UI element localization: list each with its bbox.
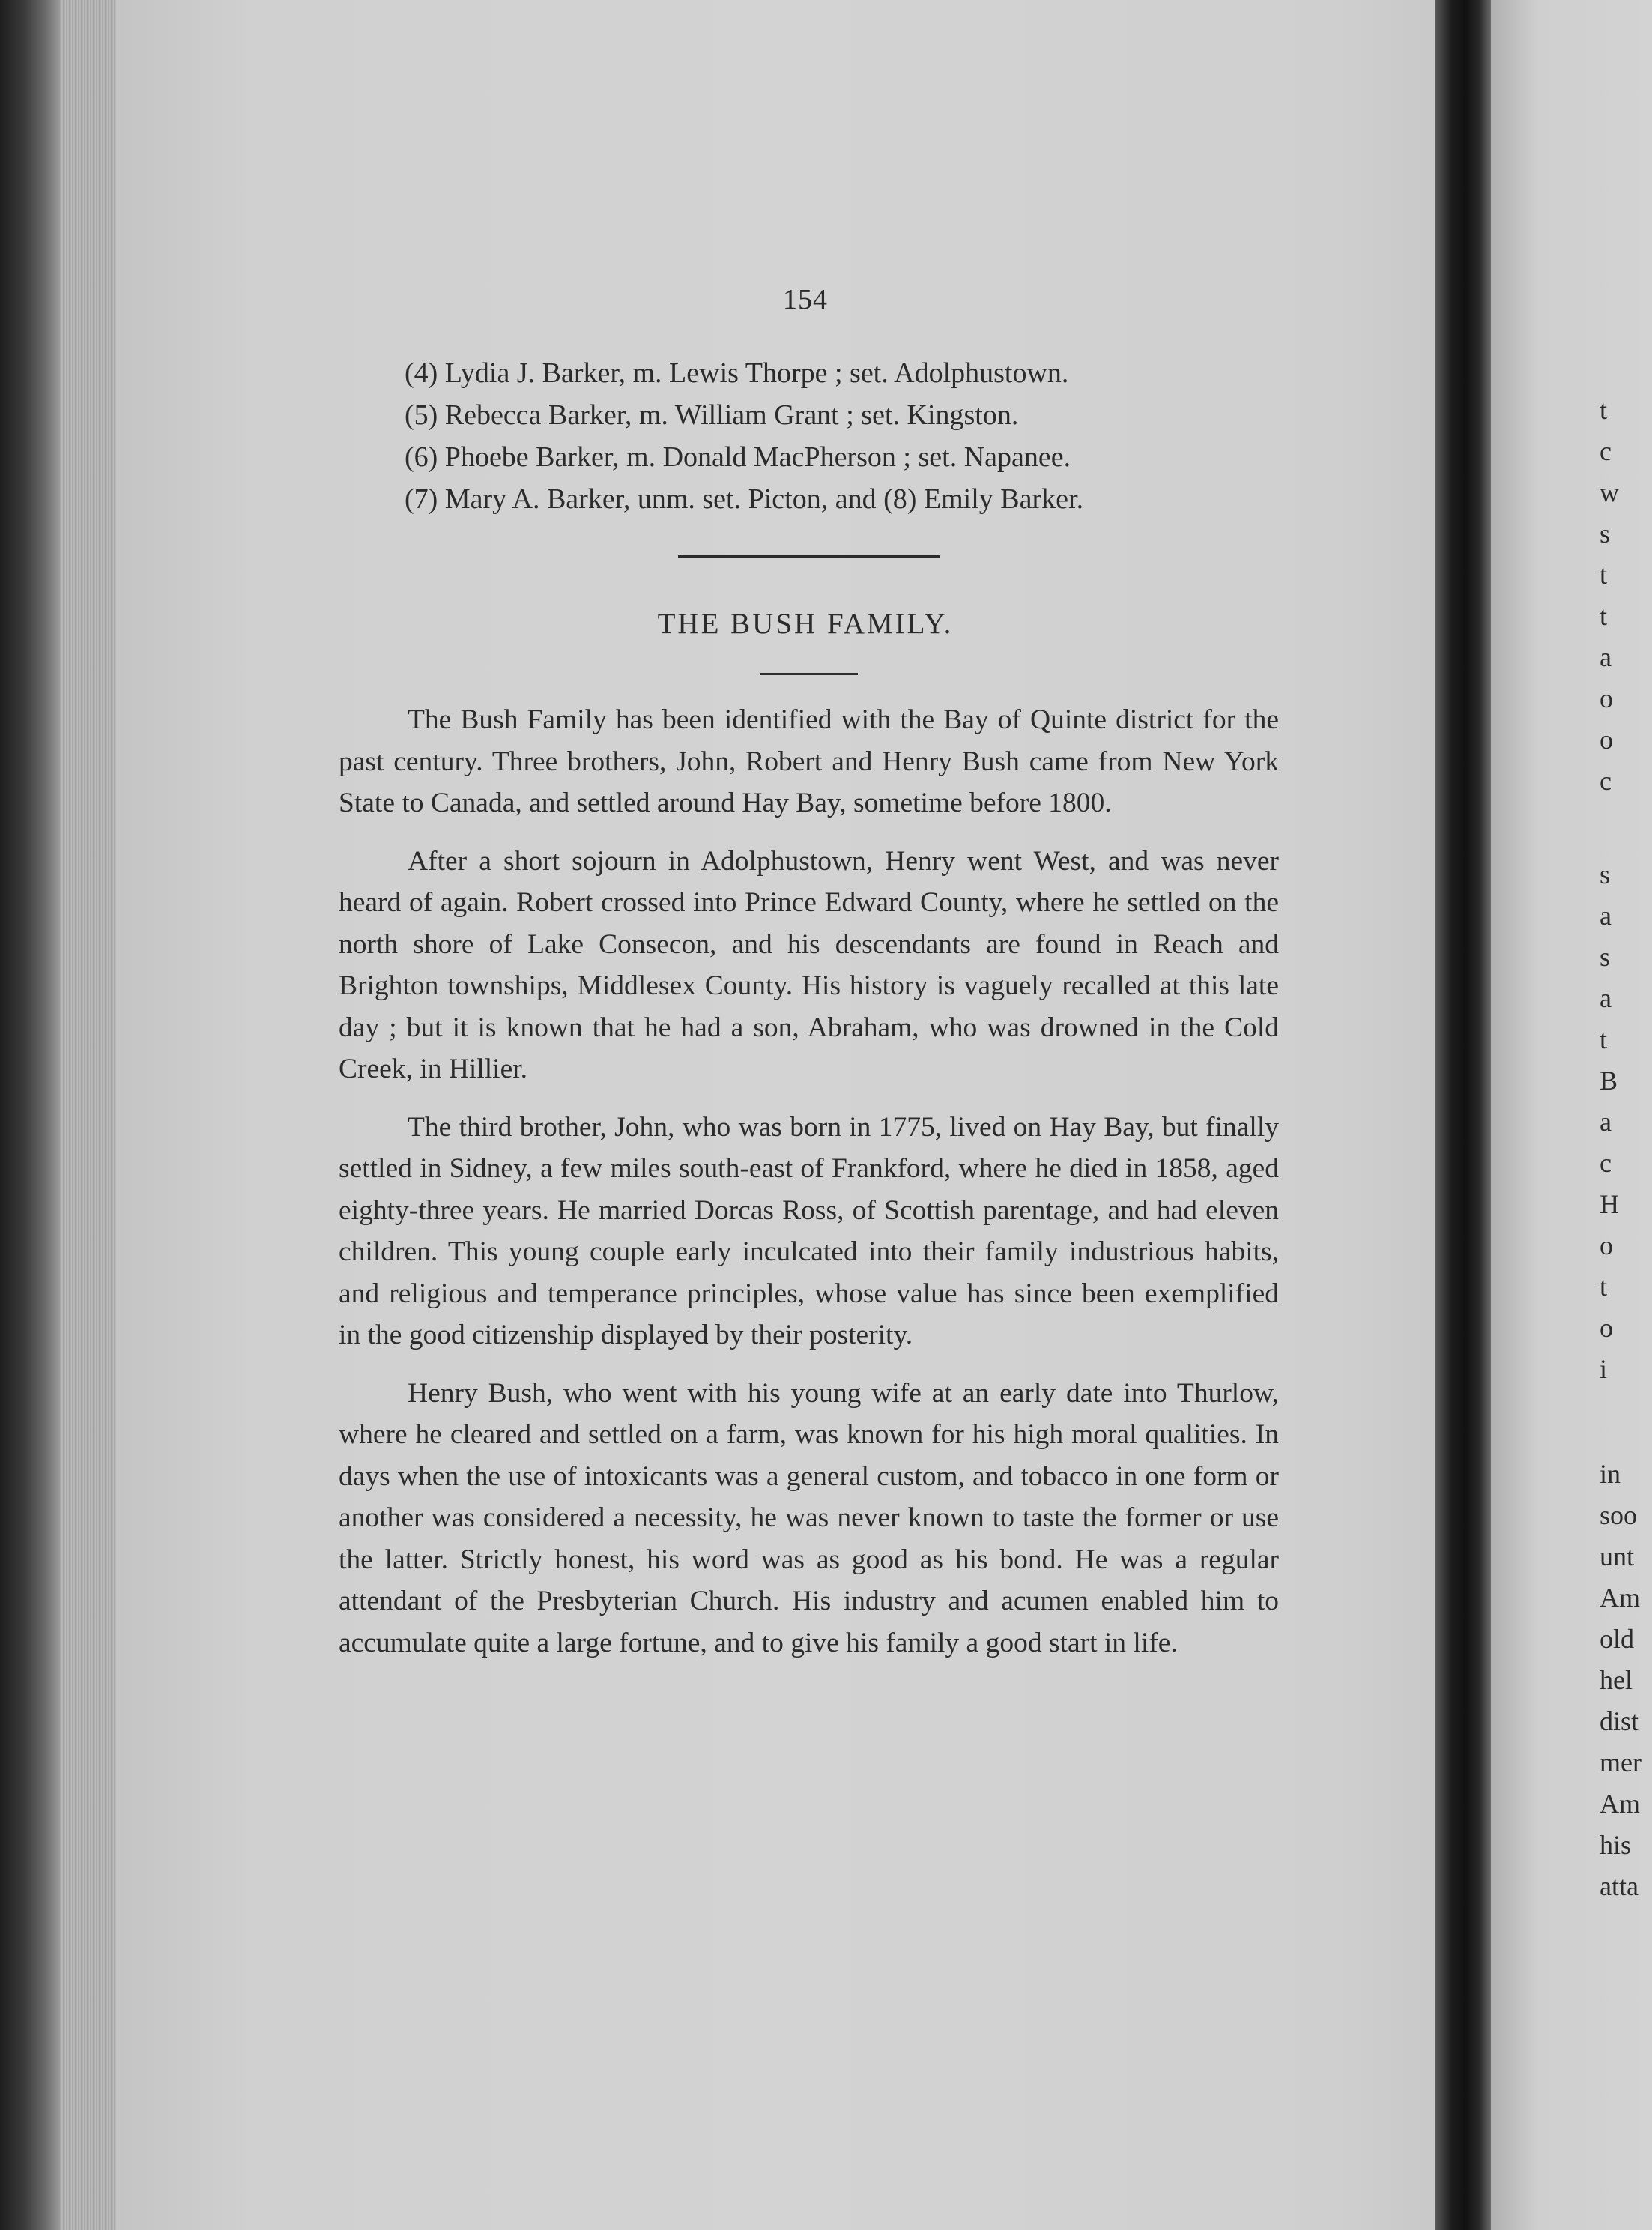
text-fragment: c (1600, 766, 1612, 796)
page-edges (60, 0, 116, 2230)
text-fragment: unt (1600, 1541, 1635, 1571)
text-fragment: o (1600, 1230, 1613, 1260)
text-fragment: t (1600, 395, 1608, 425)
book-spine (0, 0, 60, 2230)
facing-text-block (1600, 854, 1619, 1390)
text-fragment: s (1600, 519, 1611, 549)
text-fragment: mer (1600, 1747, 1642, 1777)
text-fragment: a (1600, 983, 1612, 1013)
section-divider (678, 555, 940, 558)
text-fragment: t (1600, 560, 1608, 590)
paragraph: After a short sojourn in Adolphustown, Henry went West, and was never heard of again. Robert crossed into Prince Edward County, where he settled on the north shore of Lake Consecon, and his descendants are found in Reach and Brighton townships, Middlesex County. His history is vaguely recalled at this late day ; but it is known that he had a son, Abraham, who was drowned in the Cold Creek, in Hillier. (339, 845, 1279, 1084)
text-fragment: dist (1600, 1706, 1639, 1736)
text-fragment: soo (1600, 1500, 1638, 1530)
list-item: (6) Phoebe Barker, m. Donald MacPherson ; set. Napanee. (405, 441, 1071, 473)
barker-children-list (405, 352, 1296, 520)
text-fragment: Am (1600, 1789, 1640, 1819)
list-item: (4) Lydia J. Barker, m. Lewis Thorpe ; set. Adolphustown. (405, 357, 1069, 389)
text-fragment: s (1600, 942, 1611, 972)
text-fragment: w (1600, 477, 1619, 507)
text-fragment: his (1600, 1830, 1632, 1860)
facing-text-block (1600, 1454, 1642, 1907)
facing-text-block (1600, 390, 1619, 802)
text-fragment: a (1600, 1107, 1612, 1137)
text-fragment: o (1600, 683, 1613, 713)
paragraph: The Bush Family has been identified with the Bay of Quinte district for the past century. Three brothers, John, Robert and Henry Bush came from New York State to Canada, and settled around Hay Bay, sometime before 1800. (339, 704, 1279, 818)
text-fragment: t (1600, 1024, 1608, 1054)
text-fragment: a (1600, 901, 1612, 931)
text-fragment: in (1600, 1459, 1621, 1489)
text-fragment: a (1600, 642, 1612, 672)
text-fragment: c (1600, 1148, 1612, 1178)
text-fragment: i (1600, 1354, 1608, 1384)
body-text (339, 699, 1279, 1680)
list-item: (5) Rebecca Barker, m. William Grant ; set. Kingston. (405, 399, 1019, 431)
paragraph: Henry Bush, who went with his young wife at an early date into Thurlow, where he cleared and settled on a farm, was known for his high moral qualities. In days when the use of intoxicants was a general custom, and tobacco in one form or another was considered a necessity, he was never known to taste the former or use the latter. Strictly honest, his word was as good as his bond. He was a regular attendant of the Presbyterian Church. His industry and acumen enabled him to accumulate quite a large fortune, and to give his family a good start in life. (339, 1377, 1279, 1658)
text-fragment: s (1600, 859, 1611, 889)
text-fragment: o (1600, 725, 1613, 755)
text-fragment: Am (1600, 1583, 1640, 1613)
list-item: (7) Mary A. Barker, unm. set. Picton, and (8) Emily Barker. (405, 483, 1084, 515)
text-fragment: atta (1600, 1871, 1639, 1901)
page-number: 154 (783, 284, 828, 315)
text-fragment: c (1600, 436, 1612, 466)
book-gutter (1435, 0, 1491, 2230)
title-underline (760, 673, 858, 675)
text-fragment: hel (1600, 1665, 1633, 1695)
paragraph: The third brother, John, who was born in 1775, lived on Hay Bay, but finally settled in Sidney, a few miles south-east of Frankford, where he died in 1858, aged eighty-three years. He married Dorcas Ross, of Scottish parentage, and had eleven children. This young couple early inculcated into their family industrious habits, and religious and temperance principles, whose value has since been exemplified in the good citizenship displayed by their posterity. (339, 1111, 1279, 1350)
section-title: THE BUSH FAMILY. (657, 608, 954, 640)
text-fragment: B (1600, 1066, 1618, 1096)
text-fragment: t (1600, 601, 1608, 631)
text-fragment: o (1600, 1313, 1613, 1343)
text-fragment: H (1600, 1189, 1619, 1219)
text-fragment: old (1600, 1624, 1635, 1654)
text-fragment: t (1600, 1272, 1608, 1302)
